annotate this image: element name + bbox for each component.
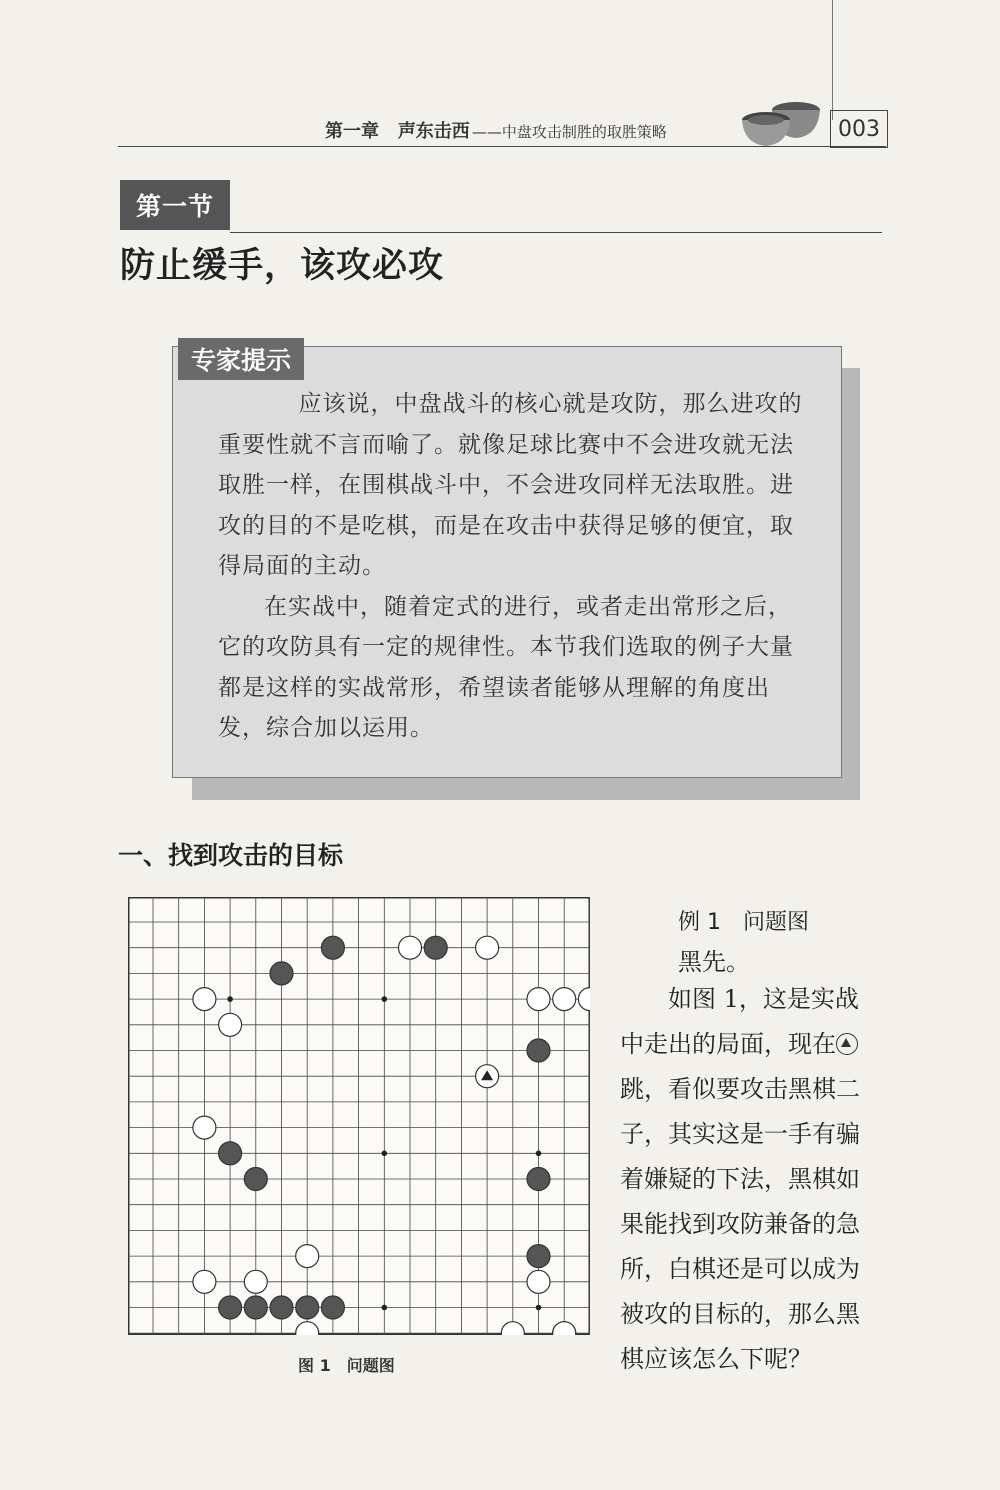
black-stone bbox=[527, 1039, 550, 1062]
section-rule bbox=[230, 232, 882, 233]
white-stone bbox=[399, 936, 422, 959]
go-board-diagram bbox=[128, 897, 590, 1335]
section-tag: 第一节 bbox=[120, 180, 230, 230]
example-first-move: 黑先。 bbox=[678, 948, 750, 976]
black-stone bbox=[321, 936, 344, 959]
black-stone bbox=[219, 1296, 242, 1319]
running-header bbox=[325, 117, 667, 143]
tip-paragraph-1: 应该说，中盘战斗的核心就是攻防，那么进攻的重要性就不言而喻了。就像足球比赛中不会进攻就无法取胜一样，在围棋战斗中，不会进攻同样无法取胜。进攻的目的不是吃棋，而是在攻击中获得足够的便宜，取得局面的主动。 bbox=[218, 391, 803, 579]
expert-tip-label: 专家提示 bbox=[178, 338, 304, 380]
header-rule bbox=[118, 146, 886, 147]
black-stone bbox=[244, 1296, 267, 1319]
white-stone bbox=[553, 988, 576, 1011]
white-stone bbox=[193, 1270, 216, 1293]
example-body-before: 如图 1，这是实战中走出的局面，现在 bbox=[620, 985, 859, 1058]
star-point bbox=[382, 1151, 388, 1157]
star-point bbox=[536, 1305, 542, 1311]
black-stone bbox=[527, 1245, 550, 1268]
page-edge-line bbox=[832, 0, 833, 120]
white-stone bbox=[193, 1116, 216, 1139]
white-stone bbox=[193, 988, 216, 1011]
white-stone bbox=[527, 988, 550, 1011]
black-stone bbox=[527, 1168, 550, 1191]
black-stone bbox=[321, 1296, 344, 1319]
star-point bbox=[227, 996, 233, 1002]
page-number: 003 bbox=[830, 110, 888, 148]
triangle-stone-icon bbox=[836, 1033, 858, 1055]
black-stone bbox=[219, 1142, 242, 1165]
white-stone bbox=[527, 1270, 550, 1293]
black-stone bbox=[270, 1296, 293, 1319]
white-stone bbox=[244, 1270, 267, 1293]
star-point bbox=[536, 1151, 542, 1157]
example-body bbox=[620, 977, 882, 1382]
chapter-title: 声东击西 bbox=[397, 121, 470, 142]
black-stone bbox=[244, 1168, 267, 1191]
go-bowls-icon bbox=[738, 96, 830, 148]
star-point bbox=[382, 1305, 388, 1311]
white-stone bbox=[219, 1013, 242, 1036]
chapter-number: 第一章 bbox=[325, 121, 379, 142]
black-stone bbox=[424, 936, 447, 959]
section-title: 防止缓手，该攻必攻 bbox=[120, 246, 445, 286]
example-title: 例 1 问题图 bbox=[678, 910, 809, 935]
tip-paragraph-2: 在实战中，随着定式的进行，或者走出常形之后，它的攻防具有一定的规律性。本节我们选取的例子大量都是这样的实战常形，希望读者能够从理解的角度出发，综合加以运用。 bbox=[218, 593, 794, 741]
example-body-after: 跳，看似要攻击黑棋二子，其实这是一手有骗着嫌疑的下法，黑棋如果能找到攻防兼备的急所，白棋还是可以成为被攻的目标的，那么黑棋应该怎么下呢？ bbox=[620, 1075, 860, 1373]
black-stone bbox=[296, 1296, 319, 1319]
figure-caption: 图 1 问题图 bbox=[298, 1356, 395, 1375]
subsection-heading: 一、找到攻击的目标 bbox=[118, 841, 344, 870]
white-stone bbox=[296, 1245, 319, 1268]
white-stone bbox=[476, 936, 499, 959]
black-stone bbox=[270, 962, 293, 985]
chapter-subtitle: ——中盘攻击制胜的取胜策略 bbox=[471, 123, 667, 141]
star-point bbox=[382, 996, 388, 1002]
expert-tip-text bbox=[218, 384, 808, 749]
